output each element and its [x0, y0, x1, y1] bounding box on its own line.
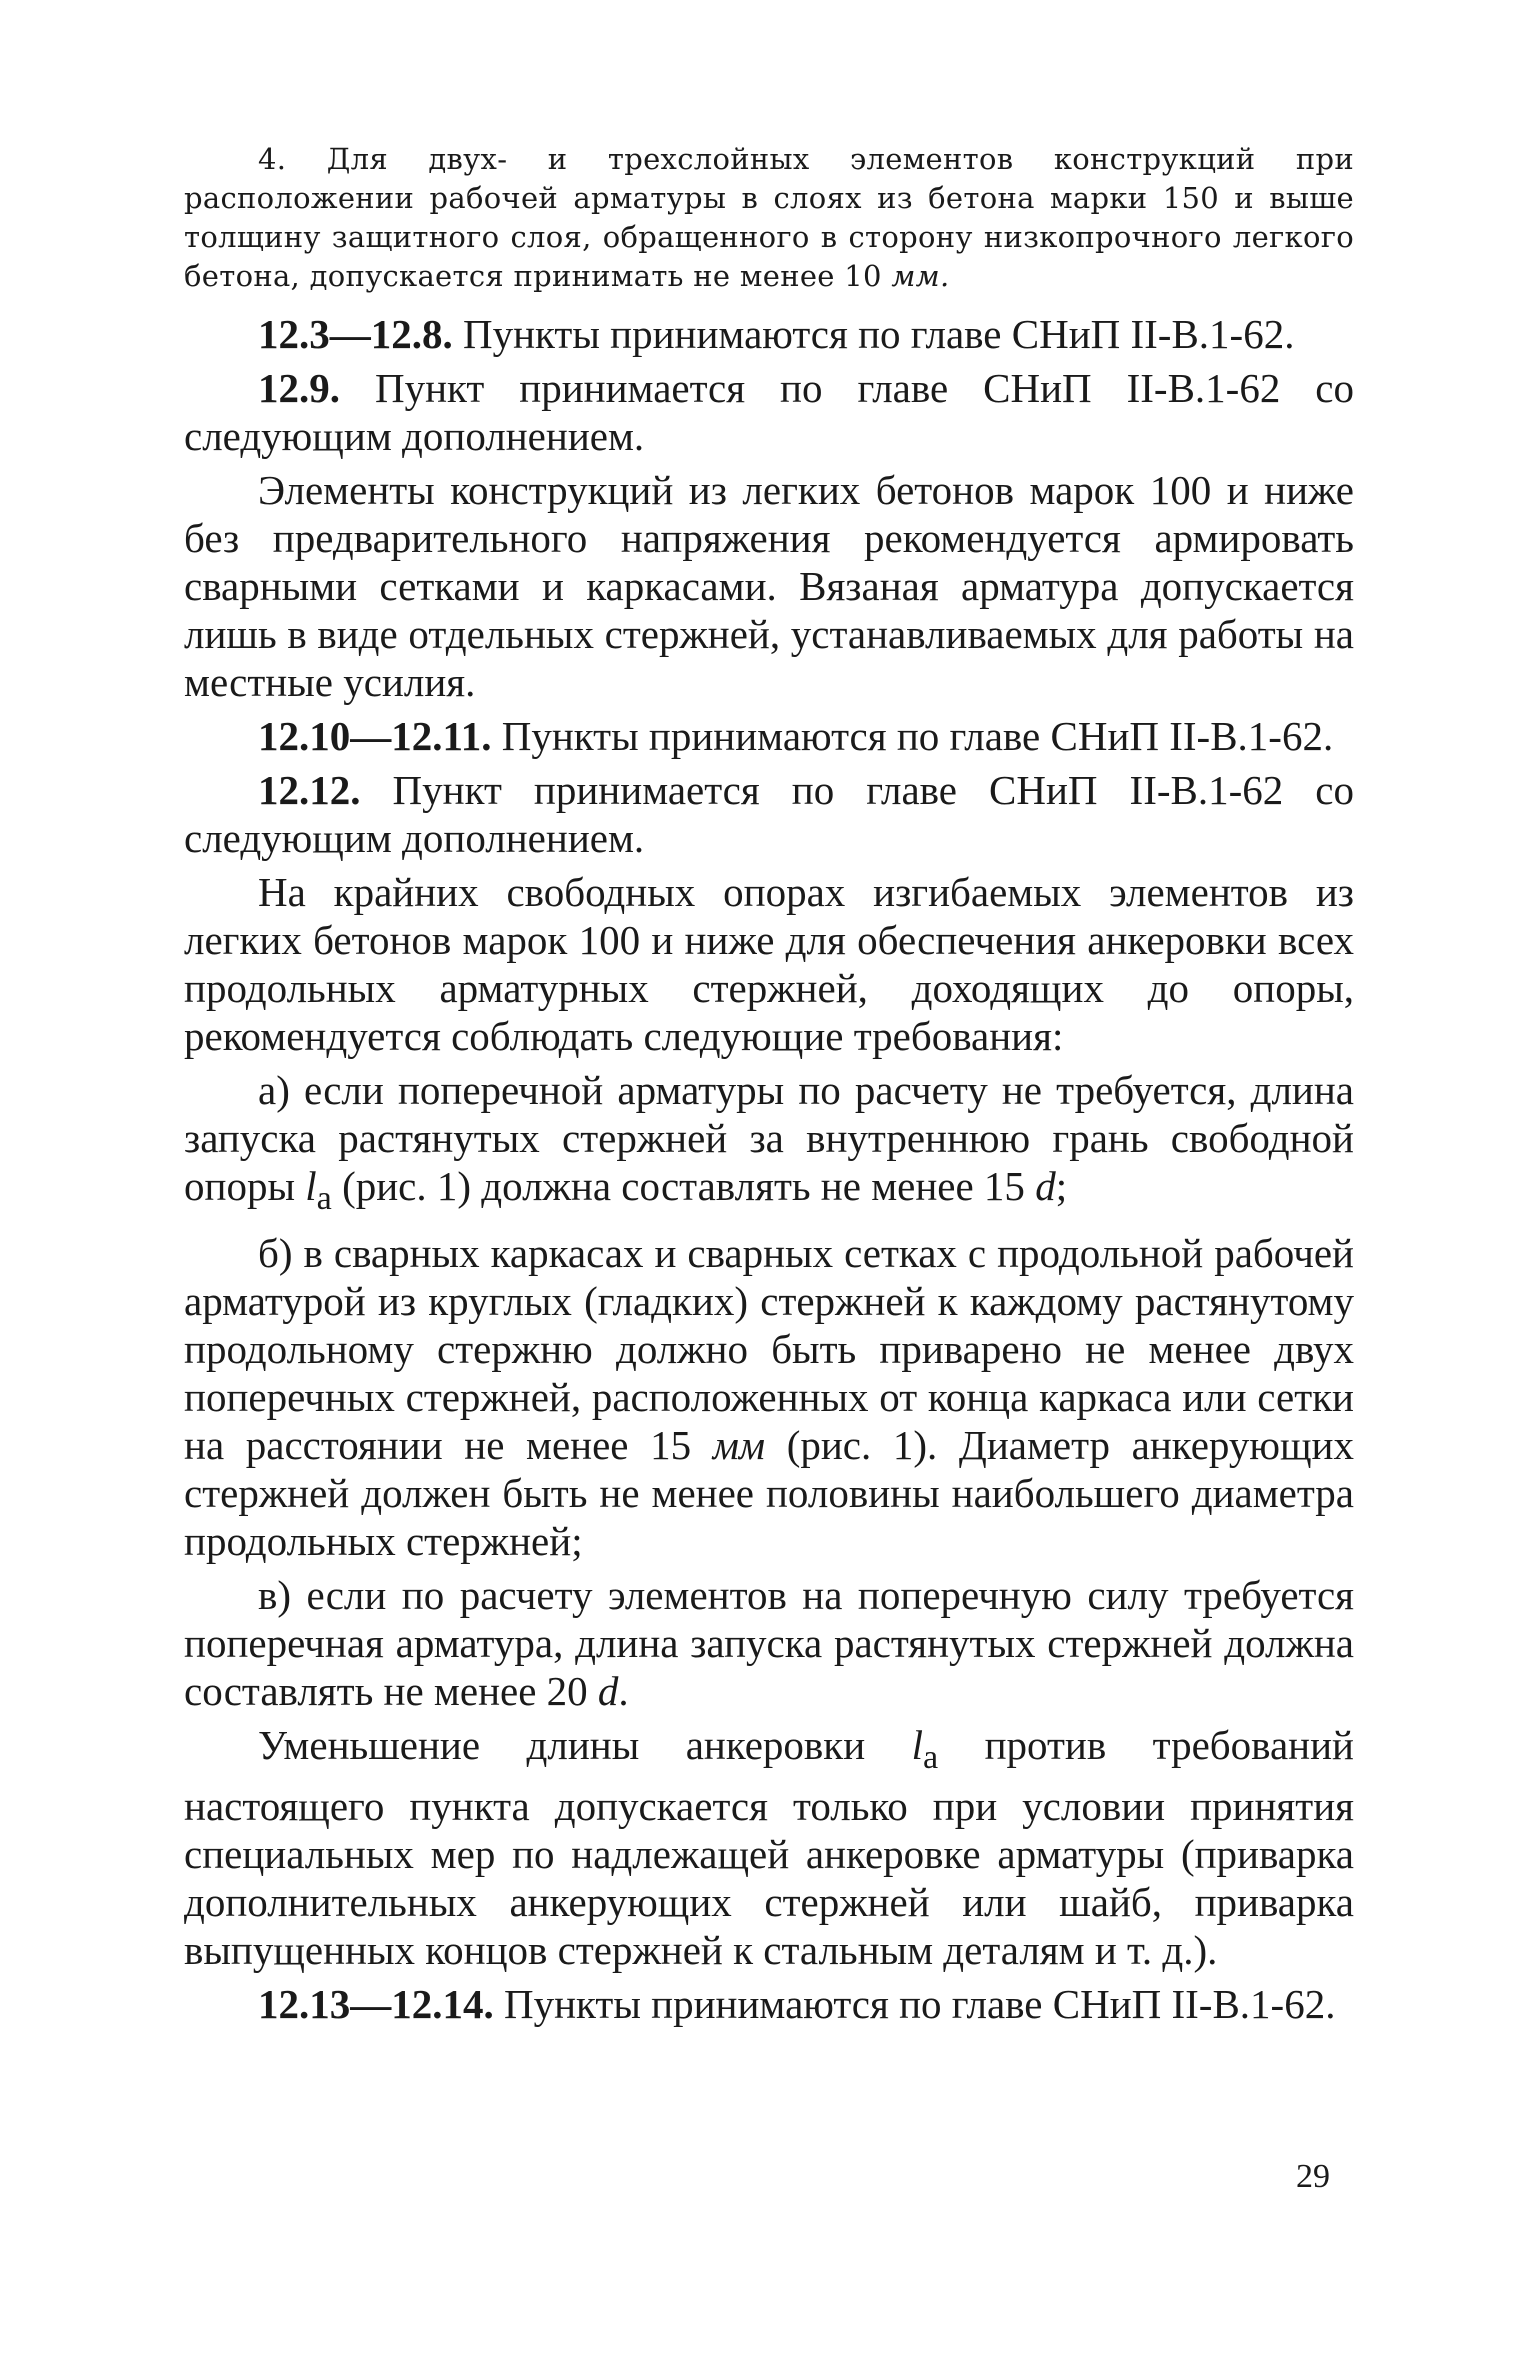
paragraph-12-3 [184, 310, 1354, 358]
item-b [184, 1229, 1354, 1565]
item-b-text-2: (рис. 1). Диаметр анкерующих стержней должен быть не менее половины наибольшего диаметра продольных стержней; [184, 1422, 1355, 1565]
paragraph-lightweight-elements [184, 466, 1354, 706]
symbol-l: l [911, 1722, 923, 1769]
section-number: 12.10—12.11. [258, 713, 492, 759]
note-unit: мм. [891, 259, 950, 293]
item-b-text: б) в сварных каркасах и сварных сетках с продольной рабочей арматурой из круглых (гладких) стержней к каждому растянутому продольному стержню должно быть приварено не менее двух поперечных стержней, расположенных от конца каркаса или сетки на расстоянии не менее 15 [184, 1230, 1354, 1469]
unit-mm: мм [712, 1422, 766, 1469]
reduction-text-2: против требований настоящего пункта допускается только при условии принятия специальных мер по надлежащей анкеровке арматуры (приварка дополнительных анкерующих стержней или шайб, приварка выпущенных концов стержней к стальным деталям и т. д.). [184, 1722, 1354, 1974]
section-number: 12.13—12.14. [258, 1981, 494, 2028]
paragraph-supports [184, 868, 1354, 1060]
item-c-end: . [618, 1668, 629, 1715]
paragraph-12-9 [184, 364, 1354, 460]
paragraph-text: Пункты принимаются по главе СНиП II-В.1-62. [491, 713, 1334, 759]
paragraph-reduction [184, 1721, 1354, 1974]
paragraph-text: Пункт принимается по главе СНиП II-В.1-62 со следующим дополнением. [184, 365, 1354, 459]
paragraph-text: Пункты принимаются по главе СНиП II-В.1-62. [452, 311, 1295, 357]
item-c [184, 1571, 1354, 1715]
paragraph-12-13 [184, 1980, 1354, 2028]
section-number: 12.9. [258, 365, 340, 411]
paragraph-12-10 [184, 712, 1354, 760]
section-number: 12.12. [258, 767, 361, 813]
item-c-text: в) если по расчету элементов на поперечную силу требуется поперечная арматура, длина запуска растянутых стержней должна составлять не менее 20 [184, 1572, 1354, 1715]
paragraph-text: Пункт принимается по главе СНиП II-В.1-62 со следующим дополнением. [184, 767, 1354, 861]
symbol-subscript: a [316, 1180, 332, 1218]
page-body [184, 140, 1354, 2028]
page-number: 29 [1296, 2158, 1330, 2195]
paragraph-12-12 [184, 766, 1354, 862]
item-a-text-2: (рис. 1) должна составлять не менее 15 [331, 1163, 1036, 1209]
item-a [184, 1066, 1354, 1223]
note-text: 4. Для двух- и трехслойных элементов конструкций при расположении рабочей арматуры в слоях из бетона марки 150 и выше толщину защитного слоя, обращенного в сторону низкопрочного легкого бетона, допускается принимать не менее 10 [184, 142, 1354, 293]
item-a-end: ; [1055, 1163, 1068, 1209]
symbol-d: d [597, 1668, 619, 1715]
section-number: 12.3—12.8. [258, 311, 453, 357]
paragraph-text: Пункты принимаются по главе СНиП II-В.1-62. [493, 1981, 1336, 2028]
reduction-text: Уменьшение длины анкеровки [258, 1722, 912, 1769]
note-paragraph [184, 140, 1354, 296]
paragraph-text: На крайних свободных опорах изгибаемых элементов из легких бетонов марок 100 и ниже для обеспечения анкеровки всех продольных арматурных стержней, доходящих до опоры, рекомендуется соблюдать следующие требования: [184, 869, 1354, 1059]
paragraph-text: Элементы конструкций из легких бетонов марок 100 и ниже без предварительного напряжения рекомендуется армировать сварными сетками и каркасами. Вязаная арматура допускается лишь в виде отдельных стержней, устанавливаемых для работы на местные усилия. [184, 467, 1354, 705]
symbol-subscript: a [923, 1739, 939, 1777]
symbol-l: l [305, 1163, 317, 1209]
symbol-d: d [1035, 1163, 1056, 1209]
item-a-text: а) если поперечной арматуры по расчету не требуется, длина запуска растянутых стержней за внутреннюю грань свободной опоры [184, 1067, 1354, 1209]
